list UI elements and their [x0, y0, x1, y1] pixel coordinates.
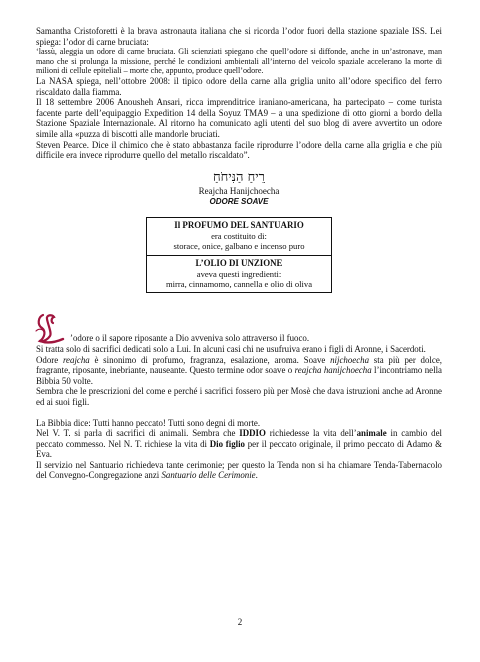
box-title: Il PROFUMO DEL SANTUARIO — [174, 219, 304, 230]
term-reajcha: reajcha — [62, 354, 90, 365]
ingredient-boxes — [146, 217, 332, 294]
paragraph-ansari: Il 18 settembre 2006 Anousheh Ansari, ricca imprenditrice iraniano-americana, ha partecipato – come turista facente parte dell’equipaggio Expedition 14 della Soyuz TMA9 – a una spedizione di otto giorni a bordo della Stazione Spaziale Internazionale. Al ritorno ha comunicato agli utenti del suo blog di avere avvertito un odore simile alla «puzza di biscotti alle mandorle bruciati. — [36, 97, 442, 139]
transliteration: Reajcha Hanijchoecha — [198, 185, 280, 196]
quote-paragraph: ‘lassù, aleggia un odore di carne bruciata. Gli scienziati spiegano che quell’odore si diffonde, anche in un’astronave, man mano che si prolunga la missione, perché le condizioni ambientali all’interno del veicolo spaziale accelerano la morte di milioni di cellule epiteliali – morte che, appunto, produce quell’odore. — [36, 47, 442, 76]
sanctuary-perfume-box — [146, 217, 332, 256]
page-number: 2 — [237, 617, 243, 627]
term-santuario: Santuario delle Cerimonie — [161, 470, 256, 481]
anointing-oil-box — [146, 256, 332, 294]
hebrew-heading — [36, 170, 442, 207]
paragraph-reajcha: Odore reajcha è sinonimo di profumo, fragranza, esalazione, aroma. Soave nijchoecha sta più per dolce, fragrante, riposante, inebriante, nauseante. Questo termine odor soave o reajcha hanijchoecha l’incontriamo nella Bibbia 50 volte. — [36, 354, 442, 386]
paragraph-cristoforetti: Samantha Cristoforetti è la brava astronauta italiana che si ricorda l’odor fuori della stazione spaziale ISS. Lei spiega: l’odor di carne bruciata: — [36, 26, 442, 47]
meaning-label: ODORE SOAVE — [209, 196, 269, 206]
box-line: mirra, cinnamomo, cannella e olio di oliva — [165, 278, 313, 289]
top-section — [36, 26, 442, 161]
term-nijchoecha: nijchoecha — [330, 354, 370, 365]
paragraph-bible: La Bibbia dice: Tutti hanno peccato! Tutti sono degni di morte. — [36, 417, 261, 428]
term-iddio: IDDIO — [239, 428, 266, 439]
paragraph-moses: Sembra che le prescrizioni del come e perché i sacrifici fossero più per Mosè che dava istruzioni anche ad Aronne ed ai suoi figli. — [36, 386, 442, 407]
hebrew-text: רֵיחַ הַנִּיחֹחַ — [212, 169, 266, 185]
body-section — [36, 333, 442, 481]
paragraph-nasa: La NASA spiega, nell’ottobre 2008: il tipico odore della carne alla griglia unito all’odore specifico del ferro riscaldato dalla fiamma. — [36, 75, 442, 97]
term-dio-figlio: Dio figlio — [209, 438, 245, 449]
box-title: L’OLIO DI UNZIONE — [195, 257, 283, 268]
paragraph-animals: Nel V. T. si parla di sacrifici di animali. Sembra che IDDIO richiedesse la vita dell’animale in cambio del peccato commesso. Nel N. T. richiese la vita di Dio figlio per il peccato originale, il primo peccato di Adamo & Eva. — [36, 428, 442, 460]
term-animale: animale — [356, 428, 387, 439]
dropcap-paragraph — [36, 333, 442, 344]
term-reajcha-hanijchoecha: reajcha hanijchoecha — [294, 365, 372, 376]
paragraph-sanctuary: Il servizio nel Santuario richiedeva tante cerimonie; per questo la Tenda non si ha chiamare Tenda-Tabernacolo del Convegno-Congregazione anzi Santuario delle Cerimonie. — [36, 459, 442, 481]
box-line: aveva questi ingredienti: — [196, 268, 282, 279]
box-line: era costituito di: — [211, 230, 267, 241]
box-line: storace, onice, galbano e incenso puro — [173, 241, 305, 252]
paragraph-fire: ’odore o il sapore riposante a Dio avveniva solo attraverso il fuoco. — [70, 333, 310, 344]
paragraph-sacrifices: Si tratta solo di sacrifici dedicati solo a Lui. In alcuni casi chi ne usufruiva erano i figli di Aronne, i Sacerdoti. — [36, 343, 426, 354]
dropcap-letter-icon — [34, 311, 66, 345]
paragraph-pearce: Steven Pearce. Dice il chimico che è stato abbastanza facile riprodurre l’odore della carne alla griglia e che più difficile era invece riprodurre quello del metallo riscaldato”. — [36, 139, 442, 161]
